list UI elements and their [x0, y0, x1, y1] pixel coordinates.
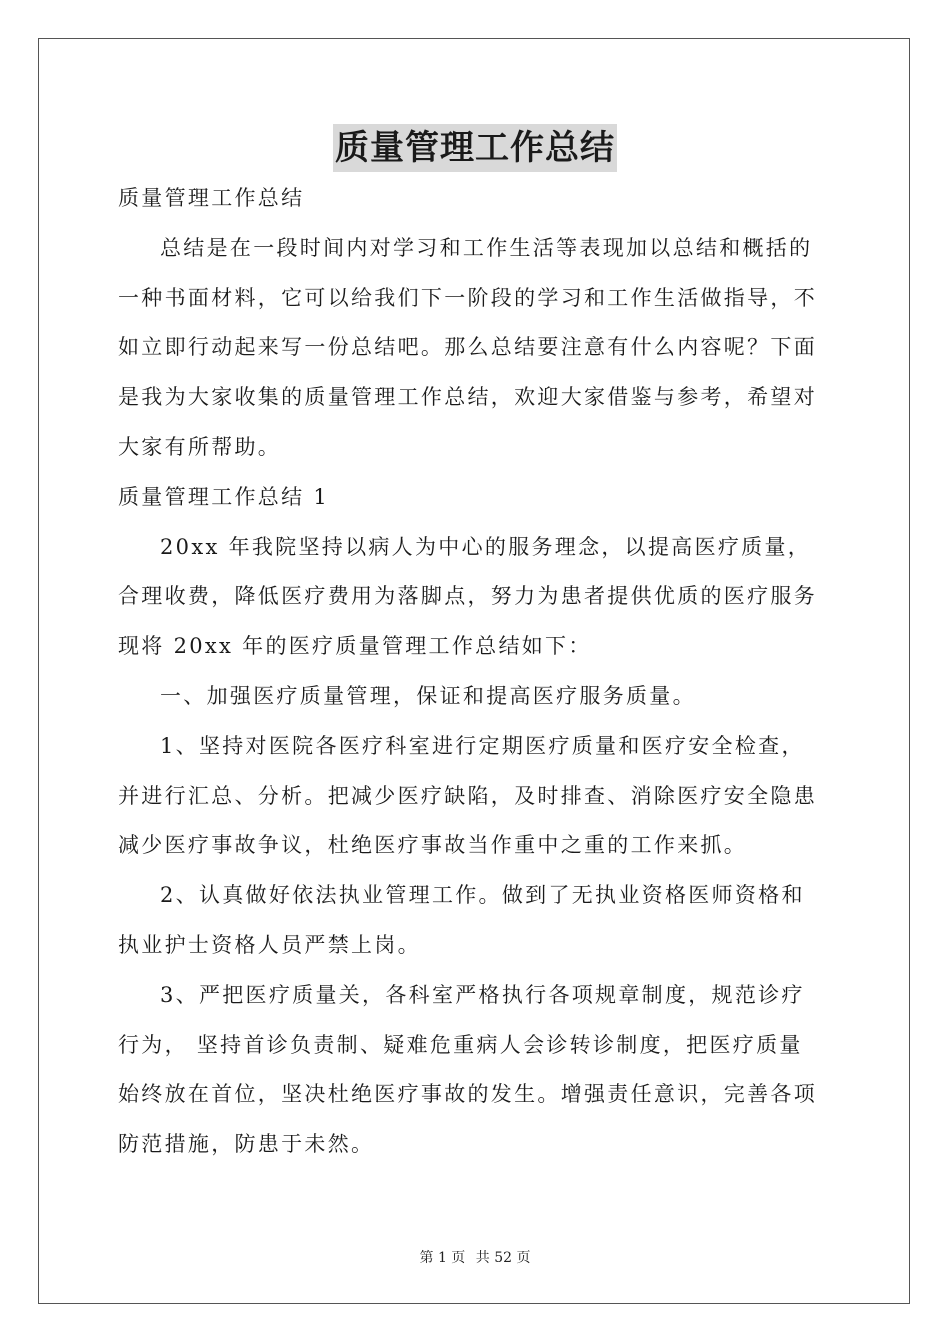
text-line: 1、坚持对医院各医疗科室进行定期医疗质量和医疗安全检查， [160, 733, 805, 758]
text-line: 并进行汇总、分析。把减少医疗缺陷，及时排查、消除医疗安全隐患 [118, 783, 817, 808]
document-title [0, 124, 950, 172]
text-line: 防范措施，防患于未然。 [118, 1132, 375, 1157]
text-line: 一种书面材料，它可以给我们下一阶段的学习和工作生活做指导，不 [118, 285, 817, 310]
text-line: 始终放在首位，坚决杜绝医疗事故的发生。增强责任意识，完善各项 [118, 1082, 817, 1107]
text-line: 如立即行动起来写一份总结吧。那么总结要注意有什么内容呢？下面 [118, 335, 817, 360]
text-line: 2、认真做好依法执业管理工作。做到了无执业资格医师资格和 [160, 883, 805, 908]
document-title-text: 质量管理工作总结 [333, 124, 617, 172]
text-line: 20xx 年我院坚持以病人为中心的服务理念，以提高医疗质量， [160, 534, 812, 559]
total-page-count: 共 52 页 [475, 1250, 531, 1266]
text-line: 总结是在一段时间内对学习和工作生活等表现加以总结和概括的 [160, 235, 813, 260]
text-line: 行为， 坚持首诊负责制、疑难危重病人会诊转诊制度，把医疗质量 [118, 1032, 803, 1057]
text-line: 现将 20xx 年的医疗质量管理工作总结如下： [118, 634, 592, 659]
text-line: 一、加强医疗质量管理，保证和提高医疗服务质量。 [160, 683, 696, 708]
document-body [118, 174, 834, 1170]
text-line: 大家有所帮助。 [118, 434, 282, 459]
text-line: 3、严把医疗质量关，各科室严格执行各项规章制度，规范诊疗 [160, 982, 805, 1007]
section-heading: 质量管理工作总结 1 [118, 484, 330, 509]
text-line: 减少医疗事故争议，杜绝医疗事故当作重中之重的工作来抓。 [118, 833, 748, 858]
page-footer [0, 1247, 950, 1267]
text-line: 质量管理工作总结 [118, 186, 305, 210]
text-line: 执业护士资格人员严禁上岗。 [118, 932, 421, 957]
text-line: 合理收费，降低医疗费用为落脚点，努力为患者提供优质的医疗服务 [118, 584, 817, 609]
text-line: 是我为大家收集的质量管理工作总结，欢迎大家借鉴与参考，希望对 [118, 385, 817, 410]
current-page-number: 第 1 页 [419, 1250, 466, 1266]
